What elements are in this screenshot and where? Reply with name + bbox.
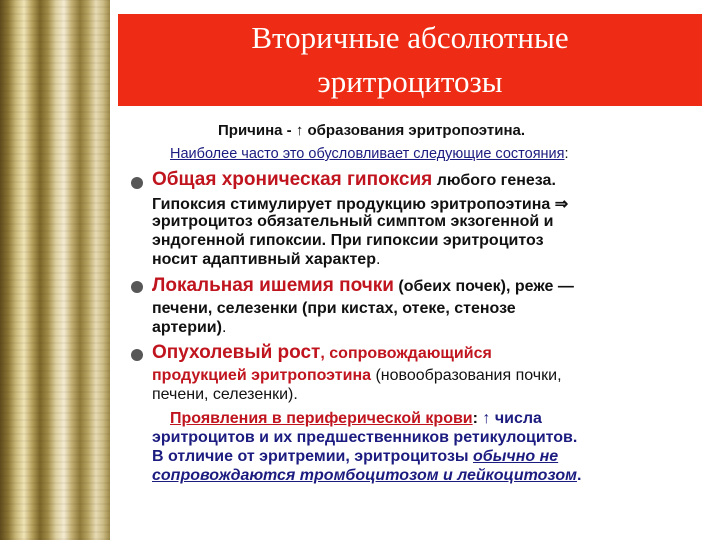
title-line-1: Вторичные абсолютные <box>251 20 569 55</box>
bullet-2-line-2 <box>152 319 226 337</box>
slide-title <box>118 14 702 106</box>
bullet-1-line-2: эритроцитоз обязательный симптом экзогенной и <box>152 213 554 230</box>
blood-line-3-em: обычно не <box>473 448 559 465</box>
blood-line-1 <box>170 410 542 428</box>
bullet-dot-3 <box>131 349 143 361</box>
up-arrow-icon: ↑ <box>295 122 304 139</box>
blood-line-4-em: сопровождаются тромбоцитозом и лейкоцитозом <box>152 467 577 484</box>
cause-text: образования эритропоэтина. <box>303 122 526 139</box>
bullet-3-line-2 <box>152 367 562 385</box>
bullet-3-black-text: (новообразования почки, <box>371 367 562 384</box>
bullet-2-line-1: печени, селезенки (при кистах, отеке, стенозе <box>152 300 516 317</box>
bullet-1-line-4 <box>152 251 380 269</box>
bullet-2-last-text: артерии) <box>152 319 222 336</box>
bullet-3-red-text: продукцией эритропоэтина <box>152 367 372 384</box>
blood-line-3-start: В отличие от эритремии, эритроцитозы <box>152 448 474 465</box>
bullet-1-period: . <box>375 251 381 268</box>
decorative-stripe-border <box>0 0 110 540</box>
bullet-3-line-3: печени, селезенки). <box>152 386 298 403</box>
blood-line-4 <box>152 467 581 485</box>
bullet-3-heading <box>152 342 492 364</box>
cause-label: Причина - <box>218 122 296 139</box>
conditions-intro-colon: : <box>564 146 569 162</box>
bullet-1-line-3: эндогенной гипоксии. При гипоксии эритроцитоз <box>152 232 544 249</box>
bullet-1-last-text: носит адаптивный характер <box>152 251 376 268</box>
bullet-1-title-suffix: любого генеза. <box>432 172 556 189</box>
bullet-dot-2 <box>131 281 143 293</box>
bullet-dot-1 <box>131 177 143 189</box>
blood-line-2: эритроцитов и их предшественников ретикулоцитов. <box>152 429 578 446</box>
bullet-2-title: Локальная ишемия почки <box>152 275 394 296</box>
bullet-2-heading <box>152 275 574 297</box>
blood-line-3 <box>152 448 558 466</box>
bullet-3-title: Опухолевый рост <box>152 342 321 363</box>
blood-label: Проявления в периферической крови <box>170 410 473 427</box>
blood-colon: : <box>472 410 478 427</box>
blood-line-4-end: . <box>576 467 582 484</box>
bullet-2-period: . <box>221 319 227 336</box>
bullet-1-heading <box>152 169 556 191</box>
bullet-3-title-suffix: , сопровождающийся <box>320 345 492 362</box>
title-line-2: эритроцитозы <box>317 64 503 99</box>
cause-line <box>218 122 525 139</box>
bullet-1-line-1: Гипоксия стимулирует продукцию эритропоэтина ⇒ <box>152 196 569 213</box>
conditions-intro-text: Наиболее часто это обусловливает следующие состояния <box>170 146 565 162</box>
conditions-intro <box>170 146 569 162</box>
bullet-2-title-suffix: (обеих почек), реже — <box>393 278 574 295</box>
blood-arrow-text: ↑ числа <box>477 410 542 427</box>
bullet-1-title: Общая хроническая гипоксия <box>152 169 433 190</box>
